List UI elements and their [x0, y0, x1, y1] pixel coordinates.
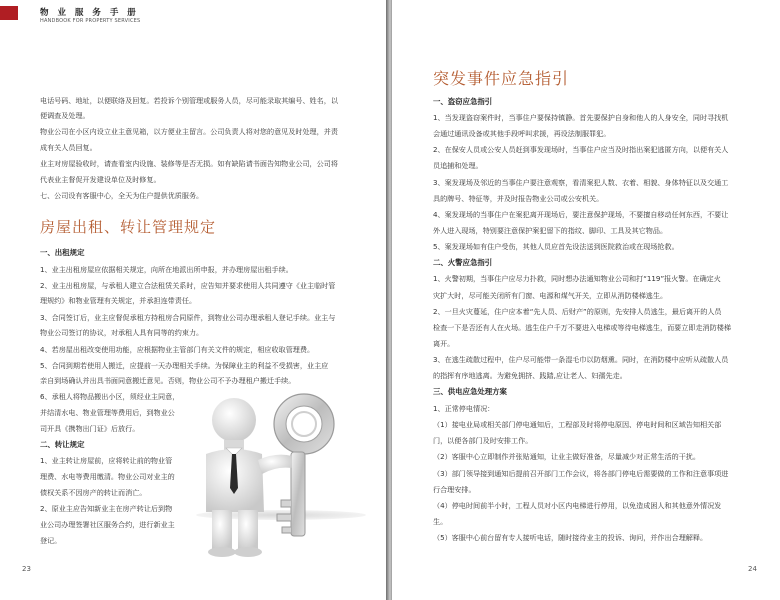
- power-line: 生。: [433, 517, 448, 526]
- rental-line: 4、若房屋出租改变使用功能，应根据物业主管部门有关文件的规定，相应收取管理费。: [40, 345, 315, 354]
- fire-line: 检查一下是否还有人在火场。逃生住户千万不要进入电梯或等待电梯逃生，而要立即走消防楼梯: [433, 323, 731, 332]
- transfer-line: 登记。: [40, 536, 62, 545]
- power-line: （5）客服中心前台留有专人接听电话，随时接待业主的投诉、询问，并作出合理解释。: [433, 533, 708, 542]
- rental-line: 并结清水电、物业管理等费用后，到物业公: [40, 408, 175, 417]
- rental-line: 2、业主出租房屋，与承租人建立合法租赁关系时，应告知并要求使用人共同遵守《业主临时管: [40, 281, 336, 290]
- rental-heading: 一、出租规定: [40, 248, 85, 257]
- transfer-line: 债权关系不因房产的转让而消亡。: [40, 488, 147, 497]
- transfer-line: 2、原业主应告知新业主在房产转让后到物: [40, 504, 173, 513]
- header-accent-bar: [0, 6, 18, 20]
- intro-line: 便调查及处理。: [40, 111, 90, 120]
- page-number: 24: [748, 565, 757, 573]
- theft-line: 会通过通讯设备或其他手段呼叫求援，再设法制服罪犯。: [433, 129, 611, 138]
- intro-line: 代表业主督促开发建设单位及时修复。: [40, 175, 161, 184]
- fire-line: 的指挥有序地逃离。为避免拥挤、践踏,应让老人、妇孺先走。: [433, 371, 627, 380]
- rental-line: 1、业主出租房屋应依据相关规定，向所在地派出所申报，并办理房屋出租手续。: [40, 265, 293, 274]
- fire-line: 3、在逃生疏散过程中，住户尽可能带一条湿毛巾以防烟熏。同时，在消防楼中应听从疏散人员: [433, 355, 729, 364]
- theft-line: 5、案发现场如有住户受伤，其他人员应首先设法送到医院救治或在现场抢救。: [433, 242, 679, 251]
- theft-line: 2、在保安人员或公安人员赶到事发现场时，当事住户应当及时指出案犯逃匿方向，以便有关人: [433, 145, 729, 154]
- rental-line: 3、合同签订后，业主应督促承租方持租房合同原件，到物业公司办理承租人登记手续。业主与: [40, 313, 336, 322]
- intro-line: 七、公司设有客服中心，全天为住户提供优质服务。: [40, 191, 204, 200]
- right-page: [392, 0, 780, 600]
- rental-line: 理规约》和物业管理有关规定，并承担连带责任。: [40, 296, 197, 305]
- theft-heading: 一、盗窃应急指引: [433, 97, 493, 106]
- theft-line: 外人进入现场，特别要注意保护案犯留下的指纹、脚印、工具及其它物品。: [433, 226, 668, 235]
- rental-line: 物业公司签订的协议，对承租人具有同等的约束力。: [40, 328, 204, 337]
- rental-line: 亲自到场确认并出具书面同意搬迁意见。否则，物业公司不予办理租户搬迁手续。: [40, 376, 296, 385]
- power-line: （3）部门领导接到通知后提前召开部门工作会议，将各部门停电后需要做的工作和注意事项进: [433, 469, 729, 478]
- person-with-key-illustration: [196, 382, 364, 562]
- handbook-title: 物 业 服 务 手 册: [40, 8, 139, 18]
- power-line: 1、正常停电情况：: [433, 404, 495, 413]
- page-number: 23: [22, 565, 31, 573]
- transfer-line: 业公司办理签署社区服务合约，进行新业主: [40, 520, 175, 529]
- power-line: （2）客服中心立即制作并张贴通知，让业主做好准备，尽量减少对正常生活的干扰。: [433, 452, 700, 461]
- rental-line: 司开具《携物出门证》后放行。: [40, 424, 140, 433]
- left-page: [0, 0, 388, 600]
- transfer-line: 理费、水电等费用缴清。物业公司对业主的: [40, 472, 175, 481]
- intro-line: 电话号码、地址，以便联络及回复。若投诉个别管理或服务人员，尽可能录取其编号、姓名，以: [40, 96, 338, 105]
- power-heading: 三、供电应急处理方案: [433, 387, 507, 396]
- transfer-line: 1、业主转让房屋前，应将转让前的物业管: [40, 456, 173, 465]
- transfer-heading: 二、转让规定: [40, 440, 85, 449]
- fire-line: 灾扩大时，尽可能关闭所有门窗、电源和煤气开关，立即从消防楼梯逃生。: [433, 291, 668, 300]
- intro-line: 业主对房屋验收时，请查看室内设施、装修等是否无损。如有缺陷请书面告知物业公司，公司将: [40, 159, 338, 168]
- theft-line: 员追捕和处理。: [433, 161, 483, 170]
- fire-line: 1、火警初期，当事住户应尽力扑救，同时想办法通知物业公司和打“119”报火警。在确定火: [433, 274, 721, 283]
- handbook-subtitle: HANDBOOK FOR PROPERTY SERVICES: [40, 18, 141, 24]
- power-line: （4）停电时间前半小时，工程人员对小区内电梯进行停用，以免造成困人和其他意外情况发: [433, 501, 722, 510]
- theft-line: 具的牌号、特征等，并及时报告物业公司或公安机关。: [433, 194, 604, 203]
- rental-line: 6、承租人将物品搬出小区，须经业主同意，: [40, 392, 180, 401]
- fire-line: 2、一旦火灾蔓延，住户应本着“先人员、后财产”的原则，先安排人员逃生，最后离开的人员: [433, 307, 722, 316]
- emergency-guide-title: 突发事件应急指引: [433, 69, 570, 88]
- fire-heading: 二、火警应急指引: [433, 258, 493, 267]
- intro-line: 物业公司在小区内设立业主意见箱，以方便业主留言。公司负责人将对您的意见及时处理，并责: [40, 127, 338, 136]
- power-line: 门，以便各部门及时安排工作。: [433, 436, 533, 445]
- theft-line: 1、当发现盗窃案件时，当事住户要保持镇静。首先要保护自身和他人的人身安全，同时寻找机: [433, 113, 729, 122]
- theft-line: 4、案发现场的当事住户在案犯离开现场后，要注意保护现场，不要擅自移动任何东西，不要让: [433, 210, 729, 219]
- power-line: （1）接电业局或相关部门停电通知后，工程部及时将停电原因、停电时间和区域告知相关部: [433, 420, 722, 429]
- rental-section-title: 房屋出租、转让管理规定: [40, 218, 217, 236]
- theft-line: 3、案发现场及邻近的当事住户要注意观察，看清案犯人数、衣着、相貌、身体特征以及交通工: [433, 178, 729, 187]
- intro-line: 成有关人员回复。: [40, 143, 97, 152]
- power-line: 行合理安排。: [433, 485, 476, 494]
- rental-line: 5、合同到期若使用人搬迁，应提前一天办理相关手续。为保障业主的利益不受损害，业主应: [40, 361, 329, 370]
- fire-line: 离开。: [433, 339, 455, 348]
